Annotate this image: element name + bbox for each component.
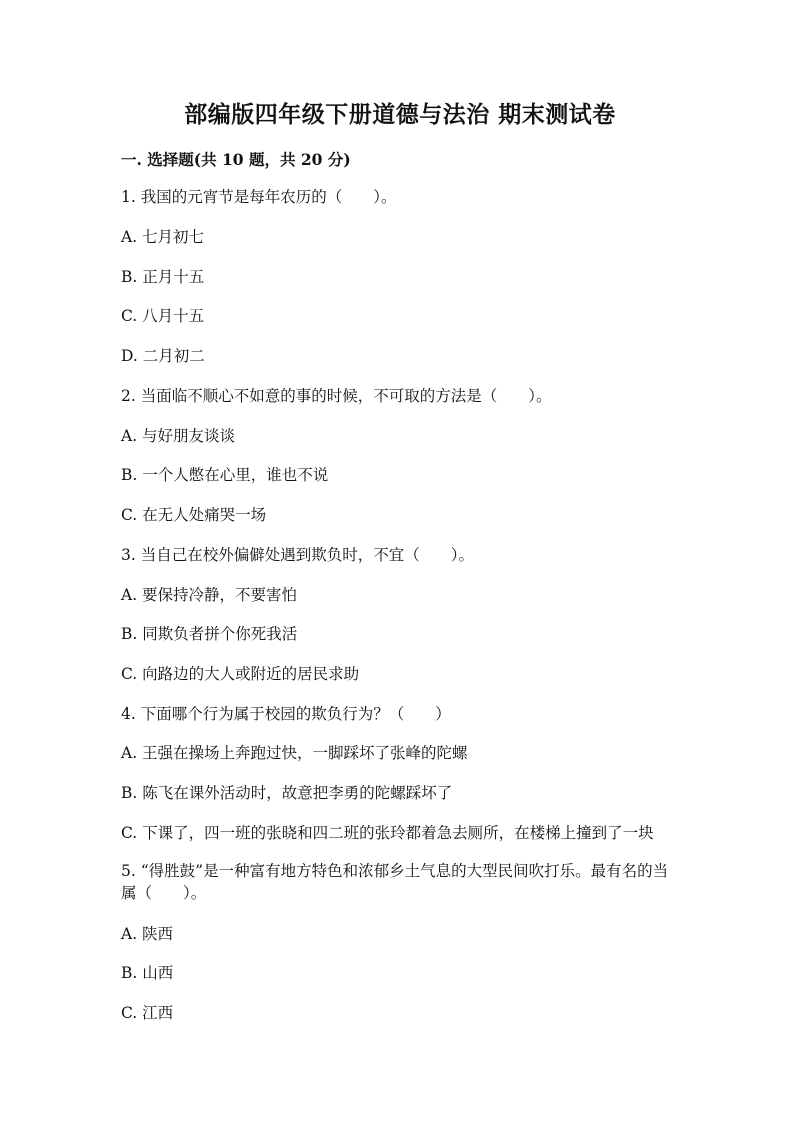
question-1-option-d: D. 二月初二 [121, 347, 205, 365]
question-5-option-b: B. 山西 [121, 964, 174, 982]
question-5-option-a: A. 陕西 [121, 925, 174, 943]
page-title: 部编版四年级下册道德与法治 期末测试卷 [184, 101, 616, 128]
question-4-stem: 4. 下面哪个行为属于校园的欺负行为？（ ） [121, 705, 451, 723]
question-4-option-c: C. 下课了，四一班的张晓和四二班的张玲都着急去厕所，在楼梯上撞到了一块 [121, 824, 654, 842]
question-3-option-a: A. 要保持冷静，不要害怕 [121, 586, 298, 604]
question-1-stem: 1. 我国的元宵节是每年农历的（ ）。 [121, 188, 397, 206]
question-4-option-b: B. 陈飞在课外活动时，故意把李勇的陀螺踩坏了 [121, 784, 453, 802]
question-5-option-c: C. 江西 [121, 1004, 174, 1022]
question-1-option-a: A. 七月初七 [121, 228, 205, 246]
question-1-option-b: B. 正月十五 [121, 268, 205, 286]
question-4-option-a: A. 王强在操场上奔跑过快，一脚踩坏了张峰的陀螺 [121, 744, 468, 762]
question-3-option-b: B. 同欺负者拼个你死我活 [121, 625, 298, 643]
question-2-option-c: C. 在无人处痛哭一场 [121, 506, 267, 524]
question-2-stem: 2. 当面临不顺心不如意的事的时候，不可取的方法是（ ）。 [121, 387, 552, 405]
question-3-stem: 3. 当自己在校外偏僻处遇到欺负时，不宜（ ）。 [121, 546, 474, 564]
question-3-option-c: C. 向路边的大人或附近的居民求助 [121, 665, 360, 683]
question-2-option-a: A. 与好朋友谈谈 [121, 427, 236, 445]
section-header: 一. 选择题(共 10 题，共 20 分) [121, 150, 351, 169]
question-5-stem: 5. “得胜鼓”是一种富有地方特色和浓郁乡土气息的大型民间吹打乐。最有名的当属（ ）。 [121, 862, 669, 902]
question-1-option-c: C. 八月十五 [121, 307, 205, 325]
question-2-option-b: B. 一个人憋在心里，谁也不说 [121, 466, 329, 484]
